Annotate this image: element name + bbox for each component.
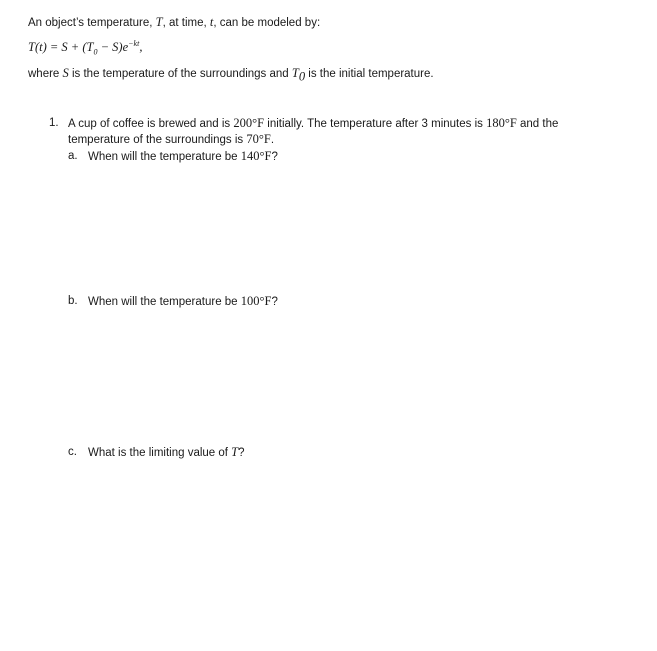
initial-temp: 200°F — [233, 116, 265, 130]
intro-text-a: An object’s temperature, — [28, 17, 156, 29]
part-b-end: ? — [271, 296, 278, 308]
intro-text-c: , can be modeled by: — [213, 17, 321, 29]
definition-text-c: is the initial temperature. — [305, 68, 434, 80]
temp-after-3-min: 180°F — [486, 116, 517, 130]
part-a-label: a. — [68, 150, 78, 162]
formula-mid: − S)e — [97, 40, 129, 54]
part-b-label: b. — [68, 295, 78, 307]
part-c-variable: T — [231, 445, 239, 459]
part-c-label: c. — [68, 446, 77, 458]
problem-text-d: temperature of the surroundings is — [68, 134, 247, 146]
part-a-question — [88, 149, 278, 164]
part-b-text: When will the temperature be — [88, 296, 241, 308]
part-b-question — [88, 294, 278, 309]
part-a-text: When will the temperature be — [88, 151, 241, 163]
problem-text-e: . — [270, 134, 275, 146]
part-b-temp: 100°F — [240, 294, 272, 308]
formula-lhs: T(t) = S + (T — [28, 40, 94, 54]
part-c-end: ? — [238, 447, 245, 459]
part-c-text: What is the limiting value of — [88, 447, 232, 459]
variable-T: T — [155, 15, 163, 29]
formula-exponent: −kt — [128, 38, 140, 48]
surroundings-temp: 70°F — [246, 132, 271, 146]
problem-text-a: A cup of coffee is brewed and is — [68, 118, 234, 130]
intro-text-b: , at time, — [162, 17, 210, 29]
definition-text-a: where — [28, 68, 63, 80]
problem-line-2 — [68, 132, 274, 147]
variable-t: t — [209, 15, 214, 29]
part-a-end: ? — [271, 151, 278, 163]
problem-number: 1. — [49, 117, 59, 129]
definition-subscript: 0 — [298, 69, 306, 84]
problem-line-1 — [68, 116, 558, 131]
problem-text-b: initially. The temperature after 3 minutes is — [264, 118, 487, 130]
definition-text-b: is the temperature of the surroundings and — [68, 68, 292, 80]
formula-end: , — [139, 40, 143, 54]
variable-T0: T — [291, 66, 299, 80]
variable-S: S — [62, 66, 69, 80]
newton-cooling-formula — [28, 38, 143, 57]
part-c-question — [88, 445, 245, 460]
definition-sentence — [28, 66, 434, 84]
formula-subscript: 0 — [93, 47, 98, 57]
part-a-temp: 140°F — [240, 149, 272, 163]
problem-text-c: and the — [516, 118, 559, 130]
intro-sentence — [28, 15, 320, 30]
